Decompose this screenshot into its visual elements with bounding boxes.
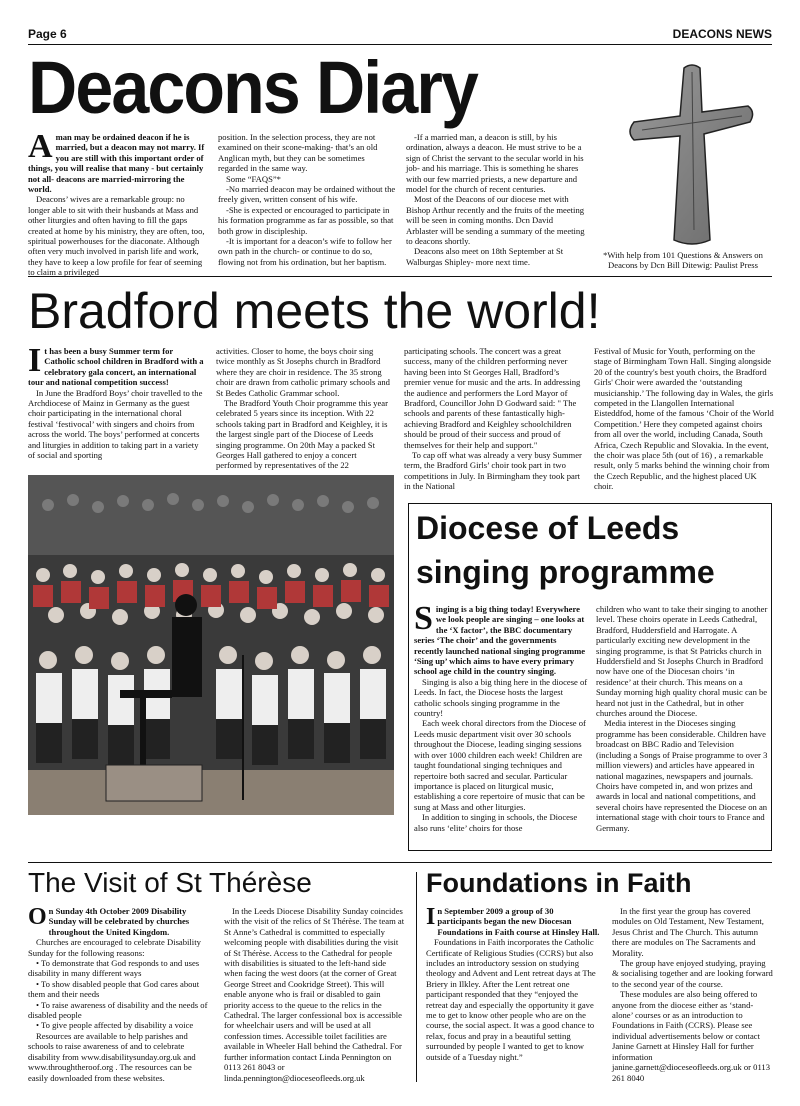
leeds-col-1: S inging is a big thing today! Everywhere we look people are singing – one looks at the ‘X factor’, the BBC documentary series ‘The choir’ and the governments recently launched national singing programme ‘Sing up’ which aims to have every primary school age child in the country singing. Singing is also a big thing here in the diocese of Leeds. In fact, the Diocese hosts the largest catholic schools singing programme in the country! Each week choral directors from the Diocese of Leeds music department visit over 30 schools throughout the Diocese, leading singing sessions with over 1000 children each week! Children are taught foundational singing techniques and repertoire both sacred and secular. Particular importance is placed on liturgical music, establishing a core repertoire of music that can be sung at Mass and other liturgies. In addition to singing in schools, the Diocese also runs ‘elite’ choirs for those (414, 600, 588, 833)
publication-name: DEACONS NEWS (672, 27, 772, 41)
therese-col-2: In the Leeds Diocese Disability Sunday coincides with the visit of the relics of St Thérèse. The team at St Anne’s Cathedral is committed to especially welcoming people with disabilities during the visit of St Thérèse. Access to the Cathedral for people with disabilities is situated to the left-hand side when facing the west doors (at the corner of Great George Street and Cookridge Street). This will enable anyone who is frail or disabled to gain priority access to the queue to the relics in the Cathedral. The larger confessional box is accessible for wheelchair users and will be used at all confession times. Accessible toilet facilities are available in Wheeler Hall behind the Cathedral. For further information contact Linda Pennington on 0113 261 8043 or linda.pennington@dioceseofleeds.org.uk (224, 906, 405, 1083)
page-number: Page 6 (28, 27, 67, 41)
choir-photo (28, 475, 394, 815)
bradford-title: Bradford meets the world! (28, 283, 601, 339)
section-rule (28, 276, 772, 277)
bradford-col-2: activities. Closer to home, the boys choir sing twice monthly as St Josephs church in Bradford where they are choir in residence. The 35 strong choir are drawn from catholic primary schools and St Bedes Catholic Grammar school. The Bradford Youth Choir programme this year celebrated 5 years since its inception. With 22 schools taking part in Bradford and Keighley, it is the largest single part of the Diocese of Leeds singing programme. On 20th May a packed St Georges Hall gathered to enjoy a concert performed by representatives of the 22 (216, 346, 390, 471)
leeds-drop-cap: S (414, 600, 433, 637)
leeds-title-line1: Diocese of Leeds (416, 510, 680, 546)
diary-title: Deacons Diary (28, 46, 478, 129)
cross-icon (622, 60, 762, 250)
header-rule (28, 44, 772, 45)
diary-col-3: -If a married man, a deacon is still, by his ordination, always a deacon. He must strive to be a sign of Christ the servant to the secular world in his job- and his marriage. This is something he shares with our few married priests, a new departure and model for the church of recent centuries. Most of the Deacons of our diocese met with Bishop Arthur recently and the fruits of the meeting will be seen in coming months. Dcn David Arblaster will be sending a summary of the meeting to deacons shortly. Deacons also meet on 18th September at St Walburgas Shipley- more next time. (406, 132, 585, 267)
faith-col-2: In the first year the group has covered modules on Old Testament, New Testament, Jesus Christ and The Church. This autumn there are modules on The Sacraments and Morality. The group have enjoyed studying, praying & socialising together and are looking forward to the second year of the course. These modules are also being offered to anyone from the diocese either as ‘stand-alone’ courses or as an introduction to Foundations in Faith (CCRS). Please see individual advertisements below or contact Janine Garnett at Hinsley Hall for further information janine.garnett@dioceseofleeds.org.uk or 0113 261 8040 (612, 906, 773, 1083)
faith-col-1: I n September 2009 a group of 30 participants began the new Diocesan Foundations in Faith course at Hinsley Hall. Foundations in Faith incorporates the Catholic Certificate of Religious Studies (CCRS) but also includes an introductory session on studying theology and Advent and Lent retreat days at The Briery in Ilkley. After the Lent retreat one participant responded that they “enjoyed the retreat day and especially the opportunity it gave me to get to know other people who are on the course, the social aspect. It was a good chance to relax, focus and pray in a beautiful setting surrounded by people I wanted to get to know outside of a Tuesday night.” (426, 904, 600, 1062)
diary-drop-cap: A (28, 128, 53, 165)
bradford-col-4: Festival of Music for Youth, performing on the stage of Birmingham Town Hall. Singing alongside 20 of the country's best youth choirs, the Bradford Girls' Choir were awarded the ‘outstanding musicianship.’ The following day in Wales, the girls competed in the Llangollen International Eisteddfod, home of the famous ‘Choir of the World Competition.’ Here they competed against choirs from all over the world, including Canada, South Africa, Czech Republic and Slovakia. In the event, the choir was place 5th (out of 16) , a remarkable result, only 5 marks behind the winning choir from the Czech Republic, and the highest placed UK choir. (594, 346, 774, 492)
diary-footnote: *With help from 101 Questions & Answers on Deacons by Dcn Bill Ditewig: Paulist Press (603, 250, 763, 271)
therese-drop-cap: O (28, 904, 47, 930)
faith-title: Foundations in Faith (426, 868, 692, 898)
leeds-col-2: children who want to take their singing to another level. These choirs operate in Leeds Cathedral, Bradford, Huddersfield and Harrogate. A particularly exciting new development in the singing programme, is that St Patricks church in Huddersfield and St Josephs Church in Bradford now have one of the Diocesan choirs ‘in residence’ at their church. This means on a Sunday morning high quality choral music can be heard not just in the Cathedral, but in other churches around the Diocese. Media interest in the Dioceses singing programme has been considerable. Children have broadcast on BBC Radio and Television (including a Songs of Praise programme to over 3 million viewers) and articles have appeared in national magazines, newspapers and journals. Choirs have competed in, and won prizes and awards in local and national competitions, and several choirs have represented the Diocese on an international stage with choir tours to France and Germany. (596, 604, 768, 833)
bradford-drop-cap: I (28, 342, 42, 379)
diary-col-1: A man may be ordained deacon if he is married, but a deacon may not marry. If you are still with this important order of things, you will realise that many - but certainly not all- deacons are married-mirroring the world. Deacons’ wives are a remarkable group: no longer able to sit with their husbands at Mass and other liturgies and often having to fill the gaps created at home by his ministry, they are often, too, spiritual powerhouses for the diaconate. Although often very much involved in parish life and work, they have to keep a low profile for fear of seeming to claim a privileged (28, 132, 208, 278)
diary-lead: man may be ordained deacon if he is married, but a deacon may not marry. If you are still with this important order of things, you will realise that many - but certainly not all- deacons are married-mirroring the world. (28, 132, 205, 195)
faith-drop-cap: I (426, 904, 436, 930)
therese-title: The Visit of St Thérèse (28, 867, 312, 898)
therese-col-1: O n Sunday 4th October 2009 Disability Sunday will be celebrated by churches throughout the United Kingdom. Churches are encouraged to celebrate Disability Sunday for the following reasons: • To demonstrate that God responds to and uses disability in many different ways • To show disabled people that God cares about them and their needs • To raise awareness of disability and the needs of disabled people • To give people affected by disability a voice Resources are available to help parishes and schools to raise awareness of and to celebrate disability from www.disabilitysunday.org.uk and www.throughtheroof.org . The resources can be easily downloaded from these websites. (28, 904, 208, 1083)
bradford-col-1: I t has been a busy Summer term for Catholic school children in Bradford with a celebratory gala concert, an international tour and national competition success! In June the Bradford Boys’ choir travelled to the Archdiocese of Mainz in Germany as the guest choir participating in the international choral festival ‘festivocal’ with singers and choirs from across the world. The boys’ performed at concerts and liturgies in addition to taking part in a variety of social and sporting (28, 342, 204, 461)
bottom-rule (28, 862, 772, 863)
bradford-col-3: participating schools. The concert was a great success, many of the children performing never having been into St Georges Hall, Bradford’s premier venue for music and the arts. In addressing the audience and performers the Lord Mayor of Bradford, Councillor John D Godward said: " The schools and parents of these fantastically high-achieving Bradford and Keighley schoolchildren should be proud of their success and proud of themselves for their help and support." To cap off what was already a very busy Summer term, the Bradford Girls’ choir took part in two competitions in July. In Birmingham they took part in the National (404, 346, 582, 492)
column-divider (416, 872, 417, 1082)
diary-col-2: position. In the selection process, they are not examined on their scone-making- that’s an old Anglican myth, but they can be sometimes regarded in the same way. Some “FAQS”* -No married deacon may be ordained without the freely given, written consent of his wife. -She is expected or encouraged to participate in his formation programme as far as possible, so that both grow in discipleship. -It is important for a deacon’s wife to follow her own path in the church- or continue to do so, flowing not from his ordination, but her baptism. (218, 132, 396, 267)
leeds-title-line2: singing programme (416, 554, 715, 590)
